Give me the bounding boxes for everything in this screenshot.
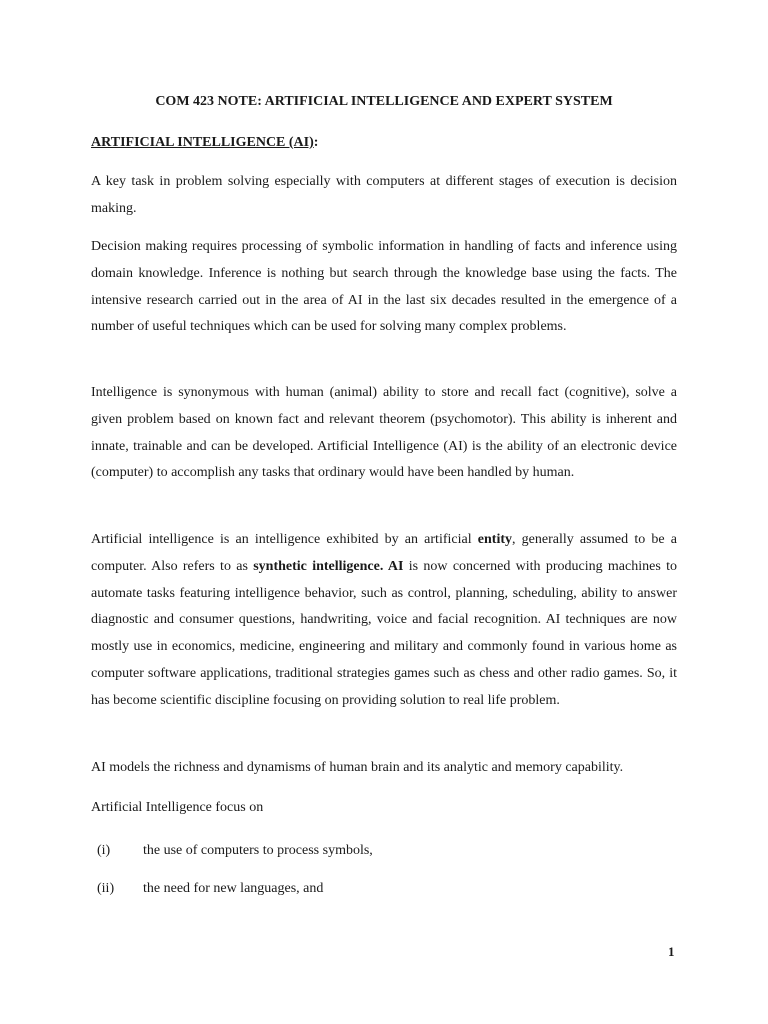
list-item-text: the need for new languages, and (143, 881, 324, 896)
p4-bold-entity: entity (477, 532, 512, 547)
section-heading (91, 134, 318, 152)
document-title: COM 423 NOTE: ARTIFICIAL INTELLIGENCE AND EXPERT SYSTEM (155, 94, 613, 109)
paragraph-ai-models: AI models the richness and dynamisms of human brain and its analytic and memory capability. (91, 760, 624, 775)
paragraph-key-task: A key task in problem solving especially with computers at different stages of execution is decision making. (91, 174, 677, 216)
list-item-text: the use of computers to process symbols, (143, 843, 373, 858)
p4-text-3: is now concerned with producing machines to automate tasks featuring intelligence behavior, such as control, planning, scheduling, ability to answer diagnostic and consumer questions, handwriting, voice and facial recognition. AI techniques are now mostly use in economics, medicine, engineering and military and commonly found in various home as computer software applications, traditional strategies games such as chess and other radio games. So, it has become scientific discipline focusing on providing solution to real life problem. (91, 558, 677, 708)
p4-bold-synthetic: synthetic intelligence. AI (253, 558, 404, 574)
list-marker: (i) (97, 843, 111, 858)
paragraph-decision-making: Decision making requires processing of symbolic information in handling of facts and inference using domain knowledge. Inference is nothing but search through the knowledge base using the facts. The intensive research carried out in the area of AI in the last six decades resulted in the emergence of a number of useful techniques which can be used for solving many complex problems. (91, 239, 677, 335)
list-marker: (ii) (97, 881, 115, 896)
paragraph-ai-focus: Artificial Intelligence focus on (91, 800, 264, 815)
page-number: 1 (668, 944, 675, 959)
paragraph-artificial-intelligence (91, 527, 677, 715)
section-heading-text: ARTIFICIAL INTELLIGENCE (AI) (91, 135, 314, 150)
section-heading-colon: : (313, 135, 319, 150)
p4-text-2: , generally assumed to be a computer. Also refers to as (91, 532, 677, 574)
p4-text-1: Artificial intelligence is an intelligence exhibited by an artificial (91, 532, 478, 547)
paragraph-intelligence: Intelligence is synonymous with human (animal) ability to store and recall fact (cognitive), solve a given problem based on known fact and relevant theorem (psychomotor). This ability is inherent and innate, trainable and can be developed. Artificial Intelligence (AI) is the ability of an electronic device (computer) to accomplish any tasks that ordinary would have been handled by human. (91, 385, 677, 481)
